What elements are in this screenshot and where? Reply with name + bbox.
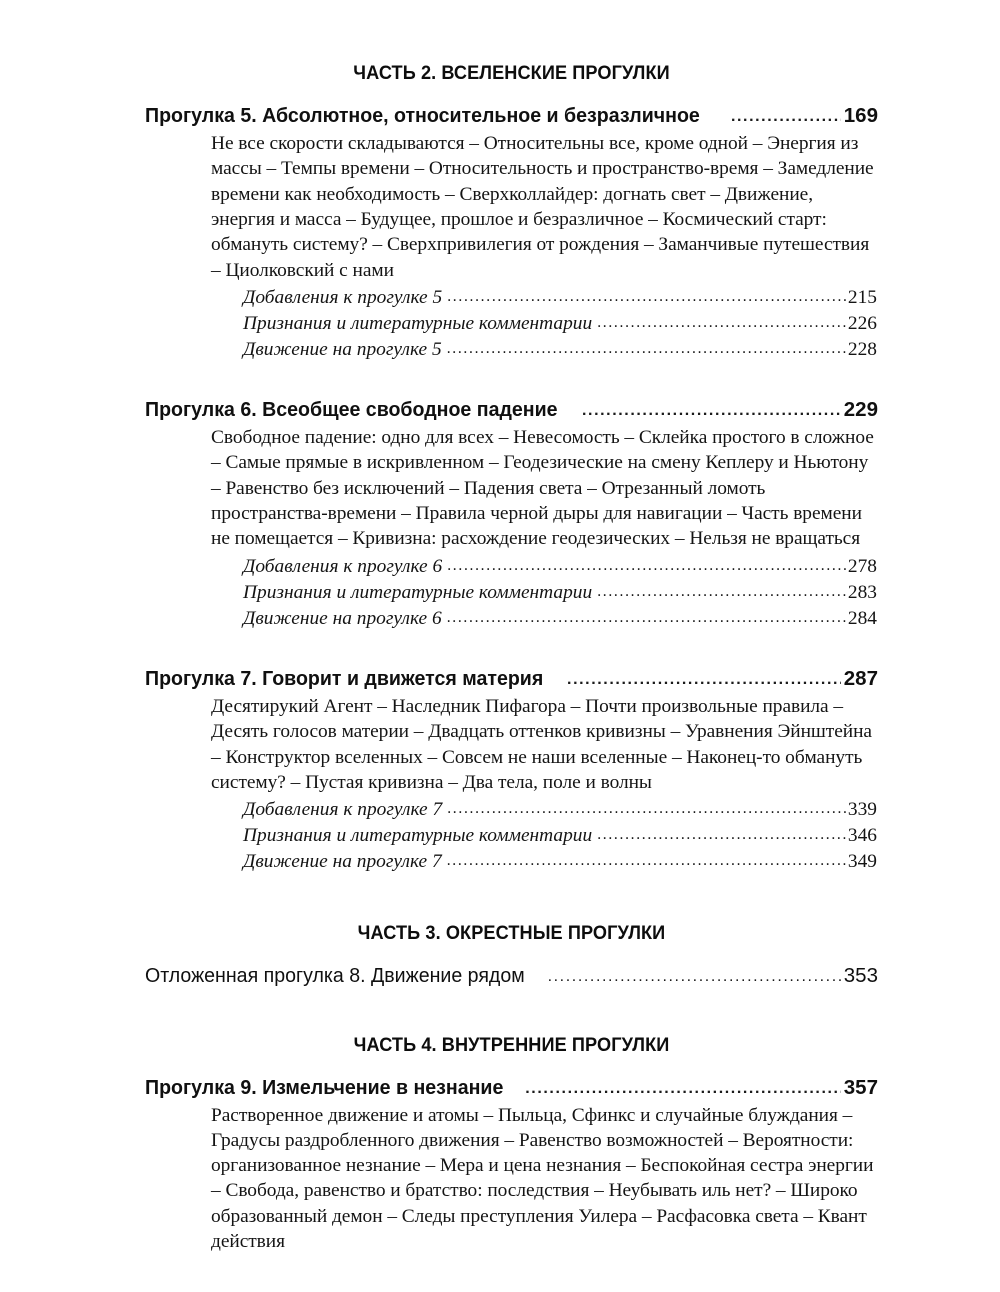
subentry-row[interactable] — [243, 849, 877, 875]
toc-entry-walk-8[interactable] — [145, 963, 878, 988]
dot-leader — [597, 313, 846, 334]
dot-leader — [731, 107, 841, 127]
walk-9-description: Растворенное движение и атомы – Пыльца, Сфинкс и случайные блуждания – Градусы раздробленного движения – Равенство возможностей – Вероятности: организованное незнание – Мера и цена незнания – Беспокойная сестра энергии – Свобода, равенство и братство: последствия – Неубывать иль нет? – Широко образованный демон – Следы преступления Уилера – Расфасовка света – Квант действия — [211, 1104, 874, 1253]
walk-6-subentries — [243, 554, 877, 632]
walk-9-page-number: 357 — [843, 1075, 878, 1099]
walk-5-subentries — [243, 285, 877, 363]
dot-leader — [447, 851, 846, 872]
subentry-page-number: 339 — [847, 799, 877, 821]
subentry-page-number: 283 — [847, 581, 877, 603]
walk-7-description: Десятирукий Агент – Наследник Пифагора – Почти произвольные правила – Десять голосов материи – Двадцать оттенков кривизны – Уравнения Эйнштейна – Конструктор вселенных – Совсем не наши вселенные – Наконец-то обмануть систему? – Пустая кривизна – Два тела, поле и волны — [211, 696, 872, 793]
subentry-title: Движение на прогулке 7 — [243, 851, 442, 873]
subentry-page-number: 228 — [847, 339, 877, 361]
toc-entry-walk-9[interactable] — [145, 1075, 878, 1255]
dot-leader — [525, 1079, 841, 1099]
walk-6-heading-row[interactable] — [145, 397, 878, 422]
dot-leader — [582, 401, 841, 421]
subentry-row[interactable] — [243, 311, 877, 337]
subentry-title: Добавления к прогулке 7 — [243, 799, 443, 821]
walk-8-page-number: 353 — [843, 963, 878, 987]
walk-5-page-number: 169 — [843, 104, 878, 127]
subentry-row[interactable] — [243, 554, 877, 580]
subentry-title: Движение на прогулке 6 — [243, 607, 442, 629]
subentry-title: Добавления к прогулке 5 — [243, 286, 443, 308]
subentry-row[interactable] — [243, 337, 877, 363]
walk-6-page-number: 229 — [843, 398, 878, 422]
walk-5-heading-row[interactable] — [145, 103, 878, 128]
walk-9-heading-row[interactable] — [145, 1075, 878, 1100]
dot-leader — [567, 670, 841, 690]
dot-leader — [447, 556, 846, 577]
walk-6-description: Свободное падение: одно для всех – Невесомость – Склейка простого в сложное – Самые прямые в искривленном – Геодезические на смену Кеплеру и Ньютону – Равенство без исключений – Падения света – Отрезанный ломоть пространства-времени – Правила черной дыры для навигации – Часть времени не помещается – Кривизна: расхождение геодезических – Нельзя не вращаться — [211, 427, 874, 550]
walk-7-heading-row[interactable] — [145, 666, 878, 691]
subentry-row[interactable] — [243, 606, 877, 632]
dot-leader — [447, 339, 846, 360]
dot-leader — [548, 967, 841, 987]
part-section-4 — [145, 1034, 878, 1057]
dot-leader — [597, 582, 846, 603]
part-section-2 — [145, 62, 878, 85]
subentry-page-number: 215 — [847, 286, 877, 308]
dot-leader — [597, 825, 846, 846]
walk-7-subentries — [243, 797, 877, 875]
toc-entry-walk-6[interactable] — [145, 397, 878, 632]
subentry-title: Признания и литературные комментарии — [243, 825, 593, 847]
subentry-title: Добавления к прогулке 6 — [243, 555, 443, 577]
subentry-page-number: 226 — [847, 312, 877, 334]
walk-5-description: Не все скорости складываются – Относительны все, кроме одной – Энергия из массы – Темпы времени – Относительность и пространство-время – Замедление времени как необходимость – Сверхколлайдер: догнать свет – Движение, энергия и масса – Будущее, прошлое и безразличное – Космический старт: обмануть систему? – Сверхпривилегия от рождения – Заманчивые путешествия – Циолковский с нами — [211, 133, 874, 281]
subentry-row[interactable] — [243, 797, 877, 823]
walk-9-title: Прогулка 9. Измельчение в незнание — [145, 1075, 504, 1099]
spacer — [145, 876, 878, 922]
subentry-row[interactable] — [243, 823, 877, 849]
subentry-row[interactable] — [243, 580, 877, 606]
walk-7-title: Прогулка 7. Говорит и движется материя — [145, 667, 544, 690]
walk-8-heading-row[interactable] — [145, 963, 878, 988]
subentry-page-number: 349 — [847, 851, 877, 873]
toc-content — [145, 62, 878, 1254]
dot-leader — [447, 799, 846, 820]
subentry-row[interactable] — [243, 285, 877, 311]
subentry-title: Признания и литературные комментарии — [243, 312, 593, 334]
toc-entry-walk-5[interactable] — [145, 103, 878, 363]
spacer — [145, 988, 878, 1034]
part-section-3 — [145, 922, 878, 945]
part-header-4: ЧАСТЬ 4. ВНУТРЕННИЕ ПРОГУЛКИ — [353, 1033, 670, 1056]
subentry-page-number: 346 — [847, 825, 877, 847]
dot-leader — [447, 608, 846, 629]
subentry-title: Движение на прогулке 5 — [243, 339, 442, 361]
dot-leader — [447, 287, 846, 308]
spacer — [145, 632, 878, 648]
subentry-title: Признания и литературные комментарии — [243, 581, 593, 603]
walk-6-title: Прогулка 6. Всеобщее свободное падение — [145, 398, 558, 422]
part-header-2: ЧАСТЬ 2. ВСЕЛЕНСКИЕ ПРОГУЛКИ — [353, 62, 670, 84]
subentry-page-number: 284 — [847, 607, 877, 629]
subentry-page-number: 278 — [847, 555, 877, 577]
spacer — [145, 363, 878, 379]
walk-8-title: Отложенная прогулка 8. Движение рядом — [145, 963, 525, 987]
toc-entry-walk-7[interactable] — [145, 666, 878, 876]
part-header-3: ЧАСТЬ 3. ОКРЕСТНЫЕ ПРОГУЛКИ — [357, 921, 666, 944]
walk-7-page-number: 287 — [843, 667, 878, 690]
walk-5-title: Прогулка 5. Абсолютное, относительное и безразличное — [145, 104, 700, 127]
